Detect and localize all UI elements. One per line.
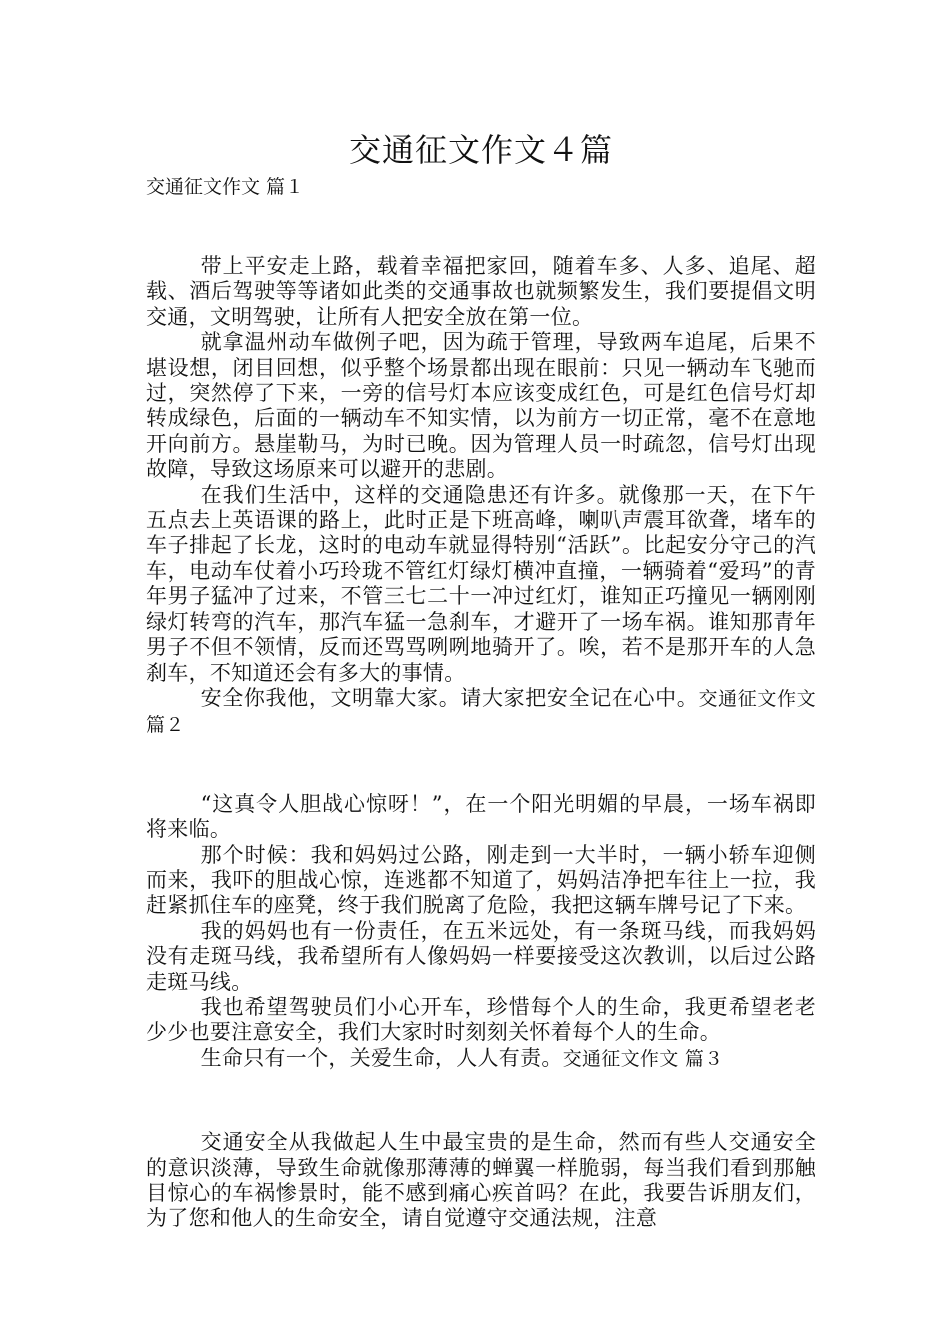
section-3-heading: 交通征文作文 篇３: [562, 1047, 724, 1070]
section-2-paragraph-1: “这真令人胆战心惊呀！”，在一个阳光明媚的早晨，一场车祸即将来临。: [146, 791, 816, 842]
section-1-closing: 安全你我他，文明靠大家。请大家把安全记在心中。: [200, 685, 699, 710]
document-title: 交通征文作文４篇: [348, 131, 613, 169]
section-1-closing-paragraph: [146, 686, 816, 739]
section-2-paragraph-2: 那个时候：我和妈妈过公路，刚走到一大半时，一辆小轿车迎侧而来，我吓的胆战心惊，连逃都不知道了，妈妈洁净把车往上一拉，我赶紧抓住车的座凳，终于我们脱离了危险，我把这辆车牌号记了下来。: [146, 842, 816, 918]
section-2-closing-paragraph: [146, 1046, 816, 1072]
section-2-closing: 生命只有一个，关爱生命，人人有责。: [200, 1045, 563, 1070]
section-1-heading: 交通征文作文 篇１: [146, 176, 305, 198]
section-1-paragraph-1: 带上平安走上路，载着幸福把家回，随着车多、人多、追尾、超载、酒后驾驶等等诸如此类的交通事故也就频繁发生，我们要提倡文明交通，文明驾驶，让所有人把安全放在第一位。: [146, 254, 816, 329]
section-2-heading: 交通征文作文 篇２: [146, 687, 816, 737]
spacer: [146, 202, 816, 254]
section-3-paragraph-1: 交通安全从我做起人生中最宝贵的是生命，然而有些人交通安全的意识淡薄，导致生命就像那薄薄的蝉翼一样脆弱，每当我们看到那触目惊心的车祸惨景时，能不感到痛心疾首吗？在此，我要告诉朋友们，为了您和他人的生命安全，请自觉遵守交通法规，注意: [146, 1130, 816, 1231]
section-2-paragraph-4: 我也希望驾驶员们小心开车，珍惜每个人的生命，我更希望老老少少也要注意安全，我们大家时时刻刻关怀着每个人的生命。: [146, 994, 816, 1045]
section-1-paragraph-2: 就拿温州动车做例子吧，因为疏于管理，导致两车追尾，后果不堪设想，闭目回想，似乎整个场景都出现在眼前：只见一辆动车飞驰而过，突然停了下来，一旁的信号灯本应该变成红色，可是红色信号灯却转成绿色，后面的一辆动车不知实情，以为前方一切正常，毫不在意地开向前方。悬崖勒马，为时已晚。因为管理人员一时疏忽，信号灯出现故障，导致这场原来可以避开的悲剧。: [146, 330, 816, 482]
spacer: [146, 739, 816, 792]
section-1-paragraph-3: 在我们生活中，这样的交通隐患还有许多。就像那一天，在下午五点去上英语课的路上，此时正是下班高峰，喇叭声震耳欲聋，堵车的车子排起了长龙，这时的电动车就显得特别“活跃”。比起安分守己的汽车，电动车仗着小巧玲珑不管红灯绿灯横冲直撞，一辆骑着“爱玛”的青年男子猛冲了过来，不管三七二十一冲过红灯，谁知正巧撞见一辆刚刚绿灯转弯的汽车，那汽车猛一急刹车，才避开了一场车祸。谁知那青年男子不但不领情，反而还骂骂咧咧地骑开了。唉，若不是那开车的人急刹车，不知道还会有多大的事情。: [146, 482, 816, 685]
document-page: [146, 128, 816, 1232]
section-2-paragraph-3: 我的妈妈也有一份责任，在五米远处，有一条斑马线，而我妈妈没有走斑马线，我希望所有人像妈妈一样要接受这次教训，以后过公路走斑马线。: [146, 918, 816, 994]
spacer: [146, 1072, 816, 1130]
